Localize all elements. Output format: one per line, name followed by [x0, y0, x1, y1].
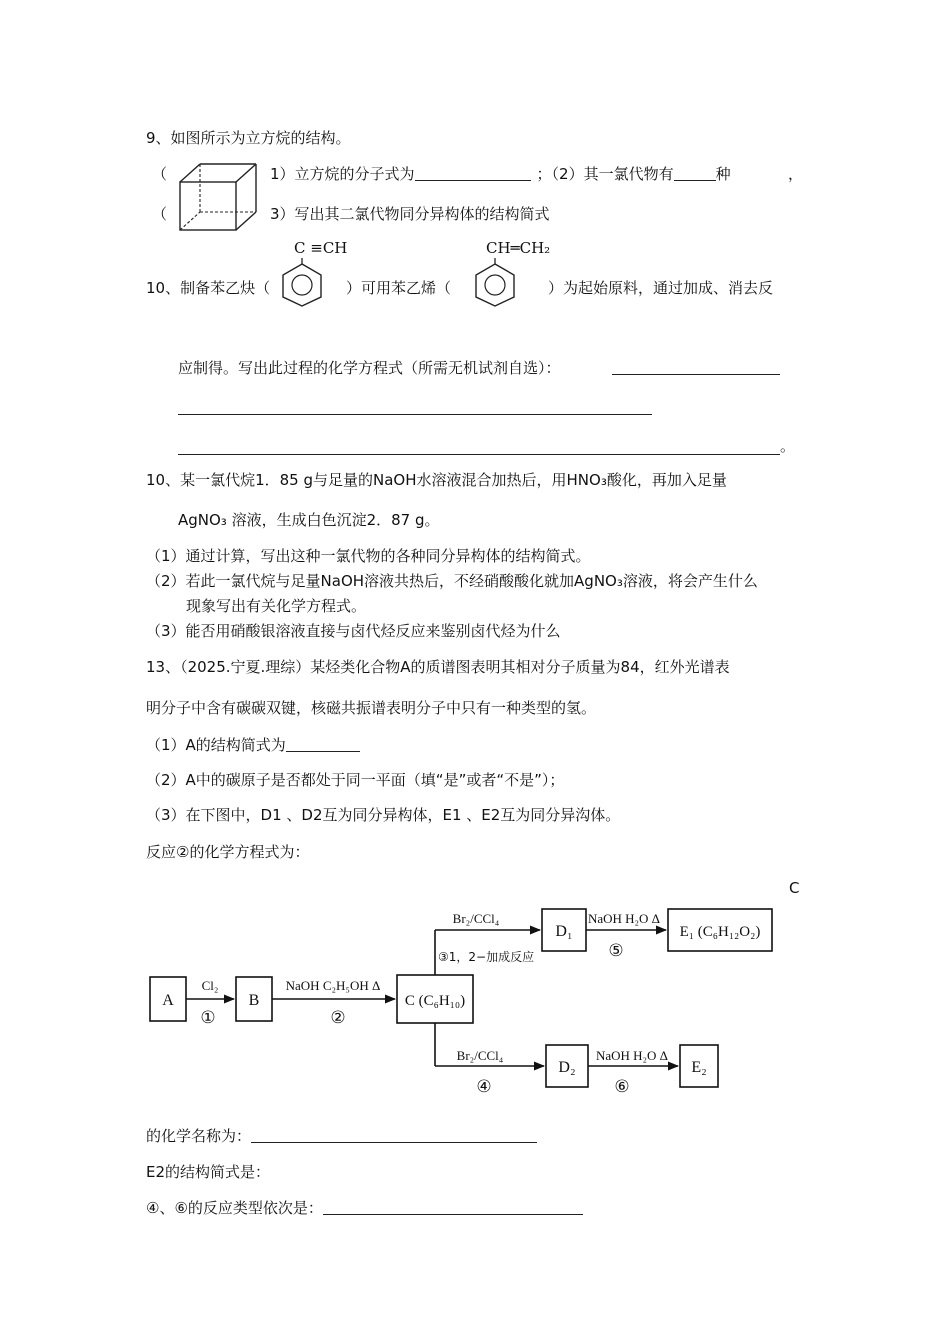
q9-blank-formula[interactable] [415, 165, 531, 181]
q10a-end-mark: 。 [780, 437, 796, 455]
q13-line1: 13、（2025.宁夏.理综）某烃类化合物A的质谱图表明其相对分子质量为84，红外光谱表 [146, 658, 730, 676]
reagent-2: NaOH C₂H₅OH Δ [285, 978, 381, 993]
reagent-4: Br₂/CCl₄ [456, 1048, 504, 1063]
reagent-6: NaOH H₂O Δ [595, 1048, 669, 1063]
phenylacetylene-substituent: C ≡CH [294, 239, 348, 257]
q13-sub1 [146, 735, 360, 755]
q10a-mid: ）可用苯乙烯（ [346, 279, 452, 297]
q9-item-2-unit: 种 [715, 165, 731, 183]
step-6-number: ⑥ [614, 1077, 630, 1096]
q10a-tail: ）为起始原料，通过加成、消去反 [548, 279, 774, 297]
q13-blank-a-structure[interactable] [286, 736, 360, 752]
reagent-1: Cl₂ [201, 978, 219, 993]
q9-item-3: 3）写出其二氯代物同分异构体的结构简式 [270, 205, 550, 223]
label-c: C (C₆H₁₀) [404, 993, 466, 1009]
q10b-line2: AgNO₃ 溶液，生成白色沉淀2．87 g。 [178, 511, 440, 529]
q10b-sub2-cont: 现象写出有关化学方程式。 [186, 597, 367, 615]
q13-followup-1-label: 的化学名称为： [146, 1127, 252, 1145]
step-1-number: ① [200, 1008, 216, 1027]
q10a-line2: 应制得。写出此过程的化学方程式（所需无机试剂自选）： [178, 359, 561, 377]
step-2-number: ② [330, 1008, 346, 1027]
q13-followup-1 [146, 1126, 537, 1146]
q10b-sub3: （3）能否用硝酸银溶液直接与卤代烃反应来鉴别卤代烃为什么 [146, 622, 561, 640]
step-3-note: ③1，2−加成反应 [438, 950, 535, 964]
q13-followup-3 [146, 1198, 583, 1218]
q10a-answer-line-1[interactable] [612, 374, 780, 375]
q9-title: 9、如图所示为立方烷的结构。 [146, 129, 351, 147]
q9-paren-1: （ [152, 165, 168, 183]
q9-item-2-label: ；（2）其一氯代物有 [536, 165, 674, 183]
q9-blank-count[interactable] [674, 165, 716, 181]
reagent-5: NaOH H₂O Δ [587, 911, 661, 926]
q13-sub2: （2）A中的碳原子是否都处于同一平面（填“是”或者“不是”）； [146, 771, 565, 789]
q13-line2: 明分子中含有碳碳双键，核磁共振谱表明分子中只有一种类型的氢。 [146, 699, 597, 717]
label-d1: D₁ [555, 923, 573, 940]
q13-followup-3-label: ④、⑥的反应类型依次是： [146, 1199, 323, 1217]
q10b-line1: 10、某一氯代烷1．85 g与足量的NaOH水溶液混合加热后，用HNO₃酸化，再加入足量 [146, 471, 727, 489]
q10a-answer-line-2[interactable] [178, 414, 652, 415]
q9-item-1-label: 1）立方烷的分子式为 [270, 165, 415, 183]
styrene-substituent: CH═CH₂ [486, 239, 551, 257]
q9-comma: ， [788, 165, 804, 183]
q9-item-1-2 [270, 164, 731, 184]
q13-sub3: （3）在下图中，D1 、D2互为同分异构体，E1 、E2互为同分异沟体。 [146, 806, 621, 824]
step-5-number: ⑤ [608, 941, 624, 960]
q13-stray-c: C [789, 879, 800, 897]
q10a-answer-line-3[interactable] [178, 454, 780, 455]
label-d2: D₂ [558, 1059, 576, 1076]
q13-blank-reaction-types[interactable] [323, 1199, 583, 1215]
q9-paren-3: （ [152, 205, 168, 223]
q13-followup-2: E2的结构简式是： [146, 1163, 271, 1181]
q13-sub4: 反应②的化学方程式为： [146, 843, 310, 861]
cubane-structure [178, 160, 262, 234]
q13-sub1-label: （1）A的结构简式为 [146, 736, 286, 754]
reagent-3: Br₂/CCl₄ [452, 911, 500, 926]
phenylacetylene-ring [279, 258, 325, 308]
label-e1: E₁ (C₆H₁₂O₂) [679, 924, 761, 940]
label-a: A [162, 992, 174, 1009]
q10b-sub1: （1）通过计算，写出这种一氯代物的各种同分异构体的结构简式。 [146, 547, 591, 565]
q10b-sub2: （2）若此一氯代烷与足量NaOH溶液共热后，不经硝酸酸化就加AgNO₃溶液，将会产生什么 [146, 572, 758, 590]
step-4-number: ④ [476, 1077, 492, 1096]
styrene-ring [472, 258, 518, 308]
reaction-scheme [140, 892, 790, 1102]
label-b: B [248, 992, 260, 1009]
q13-blank-chemical-name[interactable] [251, 1127, 537, 1143]
label-e2: E₂ [691, 1059, 707, 1076]
q10a-lead: 10、制备苯乙炔（ [146, 279, 271, 297]
